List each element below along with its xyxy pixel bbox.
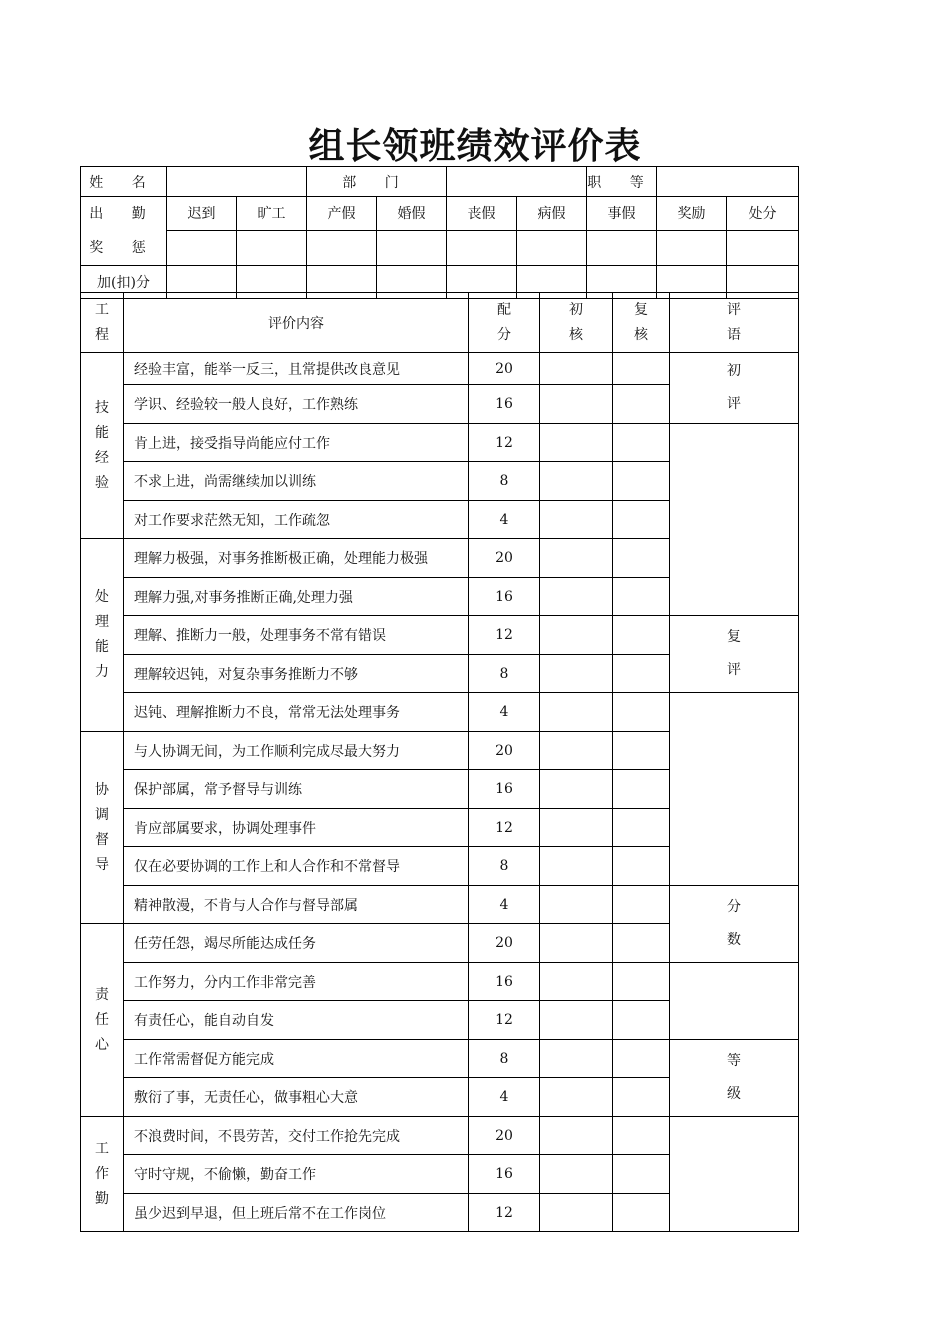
review-check-cell[interactable] bbox=[613, 501, 670, 539]
item-score: 8 bbox=[469, 847, 540, 886]
comment-char: 复 bbox=[727, 629, 741, 645]
item-score: 12 bbox=[469, 424, 540, 462]
first-check-cell[interactable] bbox=[540, 462, 613, 501]
section-char: 导 bbox=[95, 856, 109, 873]
col-marriage: 婚假 bbox=[377, 197, 447, 231]
item-text: 工作努力，分内工作非常完善 bbox=[124, 963, 469, 1001]
review-check-cell[interactable] bbox=[613, 732, 670, 770]
attendance-cell[interactable] bbox=[517, 230, 587, 265]
name-label: 姓 名 bbox=[81, 167, 167, 197]
comment-review-area[interactable] bbox=[670, 693, 799, 886]
rank-label: 职 等 bbox=[587, 167, 657, 197]
header-score bbox=[469, 293, 540, 353]
item-score: 12 bbox=[469, 809, 540, 847]
comment-char: 评 bbox=[727, 662, 741, 678]
first-check-cell[interactable] bbox=[540, 1001, 613, 1040]
employee-info-table bbox=[80, 166, 799, 299]
item-text: 理解力强,对事务推断正确,处理力强 bbox=[124, 578, 469, 616]
first-check-cell[interactable] bbox=[540, 616, 613, 655]
section-char: 责 bbox=[95, 986, 109, 1003]
section-char: 调 bbox=[95, 806, 109, 823]
item-text: 学识、经验较一般人良好，工作熟练 bbox=[124, 385, 469, 424]
col-funeral: 丧假 bbox=[447, 197, 517, 231]
first-check-cell[interactable] bbox=[540, 385, 613, 424]
first-check-cell[interactable] bbox=[540, 655, 613, 693]
col-absent: 旷工 bbox=[237, 197, 307, 231]
section-char: 任 bbox=[95, 1011, 109, 1028]
review-check-cell[interactable] bbox=[613, 578, 670, 616]
item-text: 敷衍了事，无责任心，做事粗心大意 bbox=[124, 1078, 469, 1117]
adjust-label: 加(扣)分 bbox=[81, 266, 167, 299]
section-diligence bbox=[81, 1117, 124, 1232]
comment-review-label bbox=[670, 616, 799, 693]
item-text: 工作常需督促方能完成 bbox=[124, 1040, 469, 1078]
item-score: 4 bbox=[469, 693, 540, 732]
first-check-cell[interactable] bbox=[540, 578, 613, 616]
comment-char: 初 bbox=[727, 363, 741, 379]
header-first-c2: 核 bbox=[569, 326, 583, 343]
review-check-cell[interactable] bbox=[613, 809, 670, 847]
review-check-cell[interactable] bbox=[613, 963, 670, 1001]
review-check-cell[interactable] bbox=[613, 1194, 670, 1232]
section-char: 协 bbox=[95, 781, 109, 798]
item-score: 8 bbox=[469, 1040, 540, 1078]
page-title: 组长领班绩效评价表 bbox=[308, 125, 642, 167]
item-text: 肯上进，接受指导尚能应付工作 bbox=[124, 424, 469, 462]
review-check-cell[interactable] bbox=[613, 924, 670, 963]
comment-grade-area[interactable] bbox=[670, 1117, 799, 1232]
item-text: 精神散漫，不肯与人合作与督导部属 bbox=[124, 886, 469, 924]
evaluation-table bbox=[80, 292, 799, 1232]
header-content: 评价内容 bbox=[124, 293, 469, 353]
item-text: 任劳任怨，竭尽所能达成任务 bbox=[124, 924, 469, 963]
comment-char: 级 bbox=[727, 1086, 741, 1102]
review-check-cell[interactable] bbox=[613, 353, 670, 385]
review-check-cell[interactable] bbox=[613, 462, 670, 501]
attendance-cell[interactable] bbox=[727, 230, 799, 265]
header-comment-c1: 评 bbox=[727, 301, 741, 318]
review-check-cell[interactable] bbox=[613, 693, 670, 732]
item-score: 20 bbox=[469, 732, 540, 770]
section-char: 技 bbox=[95, 399, 109, 416]
first-check-cell[interactable] bbox=[540, 1155, 613, 1194]
comment-char: 分 bbox=[727, 899, 741, 915]
attendance-cell[interactable] bbox=[657, 230, 727, 265]
item-text: 不求上进，尚需继续加以训练 bbox=[124, 462, 469, 501]
section-char: 理 bbox=[95, 614, 109, 630]
section-char: 经 bbox=[95, 449, 109, 466]
first-check-cell[interactable] bbox=[540, 1040, 613, 1078]
header-review-check bbox=[613, 293, 670, 353]
item-score: 20 bbox=[469, 353, 540, 385]
review-check-cell[interactable] bbox=[613, 424, 670, 462]
item-text: 经验丰富，能举一反三，且常提供改良意见 bbox=[124, 353, 469, 385]
rank-value-field[interactable] bbox=[657, 167, 799, 197]
col-sick: 病假 bbox=[517, 197, 587, 231]
item-score: 16 bbox=[469, 578, 540, 616]
item-text: 理解力极强，对事务推断极正确，处理能力极强 bbox=[124, 539, 469, 578]
comment-first-area[interactable] bbox=[670, 424, 799, 616]
comment-score-area[interactable] bbox=[670, 963, 799, 1040]
col-penalty: 处分 bbox=[727, 197, 799, 231]
item-score: 16 bbox=[469, 385, 540, 424]
col-maternity: 产假 bbox=[307, 197, 377, 231]
review-check-cell[interactable] bbox=[613, 847, 670, 886]
section-char: 督 bbox=[95, 831, 109, 848]
review-check-cell[interactable] bbox=[613, 1078, 670, 1117]
header-first-c1: 初 bbox=[569, 301, 583, 318]
item-score: 4 bbox=[469, 501, 540, 539]
section-char: 验 bbox=[95, 474, 109, 491]
first-check-cell[interactable] bbox=[540, 770, 613, 809]
section-responsibility bbox=[81, 924, 124, 1117]
section-char: 能 bbox=[95, 639, 109, 655]
first-check-cell[interactable] bbox=[540, 1194, 613, 1232]
dept-value-field[interactable] bbox=[447, 167, 587, 197]
review-check-cell[interactable] bbox=[613, 1155, 670, 1194]
section-char: 工 bbox=[95, 1140, 109, 1157]
header-first-check bbox=[540, 293, 613, 353]
item-score: 12 bbox=[469, 1194, 540, 1232]
item-score: 16 bbox=[469, 1155, 540, 1194]
attendance-label-line2: 奖 惩 bbox=[89, 240, 158, 256]
item-text: 虽少迟到早退，但上班后常不在工作岗位 bbox=[124, 1194, 469, 1232]
attendance-label bbox=[81, 197, 167, 266]
attendance-cell[interactable] bbox=[307, 230, 377, 265]
item-score: 4 bbox=[469, 1078, 540, 1117]
header-project-c1: 工 bbox=[95, 301, 109, 318]
first-check-cell[interactable] bbox=[540, 809, 613, 847]
review-check-cell[interactable] bbox=[613, 886, 670, 924]
attendance-cell[interactable] bbox=[447, 230, 517, 265]
item-score: 16 bbox=[469, 963, 540, 1001]
comment-score-label bbox=[670, 886, 799, 963]
comment-char: 等 bbox=[727, 1053, 741, 1069]
review-check-cell[interactable] bbox=[613, 1117, 670, 1155]
header-score-c2: 分 bbox=[497, 326, 511, 343]
comment-first-label bbox=[670, 353, 799, 424]
first-check-cell[interactable] bbox=[540, 424, 613, 462]
item-score: 16 bbox=[469, 770, 540, 809]
item-text: 与人协调无间，为工作顺利完成尽最大努力 bbox=[124, 732, 469, 770]
item-score: 8 bbox=[469, 655, 540, 693]
review-check-cell[interactable] bbox=[613, 655, 670, 693]
first-check-cell[interactable] bbox=[540, 963, 613, 1001]
comment-char: 数 bbox=[727, 932, 741, 948]
first-check-cell[interactable] bbox=[540, 732, 613, 770]
item-text: 肯应部属要求，协调处理事件 bbox=[124, 809, 469, 847]
review-check-cell[interactable] bbox=[613, 1001, 670, 1040]
item-score: 4 bbox=[469, 886, 540, 924]
section-coordination bbox=[81, 732, 124, 924]
item-text: 保护部属，常予督导与训练 bbox=[124, 770, 469, 809]
name-value-field[interactable] bbox=[167, 167, 307, 197]
item-text: 理解、推断力一般，处理事务不常有错误 bbox=[124, 616, 469, 655]
item-score: 20 bbox=[469, 924, 540, 963]
col-late: 迟到 bbox=[167, 197, 237, 231]
header-project bbox=[81, 293, 124, 353]
item-text: 迟钝、理解推断力不良，常常无法处理事务 bbox=[124, 693, 469, 732]
first-check-cell[interactable] bbox=[540, 353, 613, 385]
item-text: 仅在必要协调的工作上和人合作和不常督导 bbox=[124, 847, 469, 886]
section-char: 心 bbox=[95, 1036, 109, 1053]
attendance-cell[interactable] bbox=[587, 230, 657, 265]
item-text: 对工作要求茫然无知，工作疏忽 bbox=[124, 501, 469, 539]
section-handling bbox=[81, 539, 124, 732]
attendance-cell[interactable] bbox=[167, 230, 237, 265]
item-score: 12 bbox=[469, 1001, 540, 1040]
item-text: 理解较迟钝，对复杂事务推断力不够 bbox=[124, 655, 469, 693]
attendance-cell[interactable] bbox=[377, 230, 447, 265]
item-score: 20 bbox=[469, 1117, 540, 1155]
dept-label: 部 门 bbox=[307, 167, 447, 197]
first-check-cell[interactable] bbox=[540, 886, 613, 924]
item-text: 不浪费时间，不畏劳苦，交付工作抢先完成 bbox=[124, 1117, 469, 1155]
header-review-c2: 核 bbox=[634, 326, 648, 343]
item-score: 12 bbox=[469, 616, 540, 655]
first-check-cell[interactable] bbox=[540, 539, 613, 578]
attendance-label-line1: 出 勤 bbox=[89, 206, 158, 222]
header-score-c1: 配 bbox=[497, 301, 511, 318]
item-score: 8 bbox=[469, 462, 540, 501]
section-char: 勤 bbox=[95, 1190, 109, 1207]
item-score: 20 bbox=[469, 539, 540, 578]
header-project-c2: 程 bbox=[95, 326, 109, 343]
comment-grade-label bbox=[670, 1040, 799, 1117]
review-check-cell[interactable] bbox=[613, 1040, 670, 1078]
section-char: 处 bbox=[95, 589, 109, 605]
review-check-cell[interactable] bbox=[613, 385, 670, 424]
attendance-cell[interactable] bbox=[237, 230, 307, 265]
first-check-cell[interactable] bbox=[540, 1078, 613, 1117]
first-check-cell[interactable] bbox=[540, 501, 613, 539]
section-char: 力 bbox=[95, 664, 109, 680]
item-text: 守时守规，不偷懒，勤奋工作 bbox=[124, 1155, 469, 1194]
review-check-cell[interactable] bbox=[613, 616, 670, 655]
first-check-cell[interactable] bbox=[540, 924, 613, 963]
item-text: 有责任心，能自动自发 bbox=[124, 1001, 469, 1040]
first-check-cell[interactable] bbox=[540, 1117, 613, 1155]
section-char: 作 bbox=[95, 1165, 109, 1182]
col-reward: 奖励 bbox=[657, 197, 727, 231]
header-review-c1: 复 bbox=[634, 301, 648, 318]
review-check-cell[interactable] bbox=[613, 770, 670, 809]
header-comment bbox=[670, 293, 799, 353]
first-check-cell[interactable] bbox=[540, 847, 613, 886]
comment-char: 评 bbox=[727, 396, 741, 412]
section-char: 能 bbox=[95, 424, 109, 441]
review-check-cell[interactable] bbox=[613, 539, 670, 578]
col-personal: 事假 bbox=[587, 197, 657, 231]
first-check-cell[interactable] bbox=[540, 693, 613, 732]
header-comment-c2: 语 bbox=[727, 326, 741, 343]
section-skill bbox=[81, 353, 124, 539]
